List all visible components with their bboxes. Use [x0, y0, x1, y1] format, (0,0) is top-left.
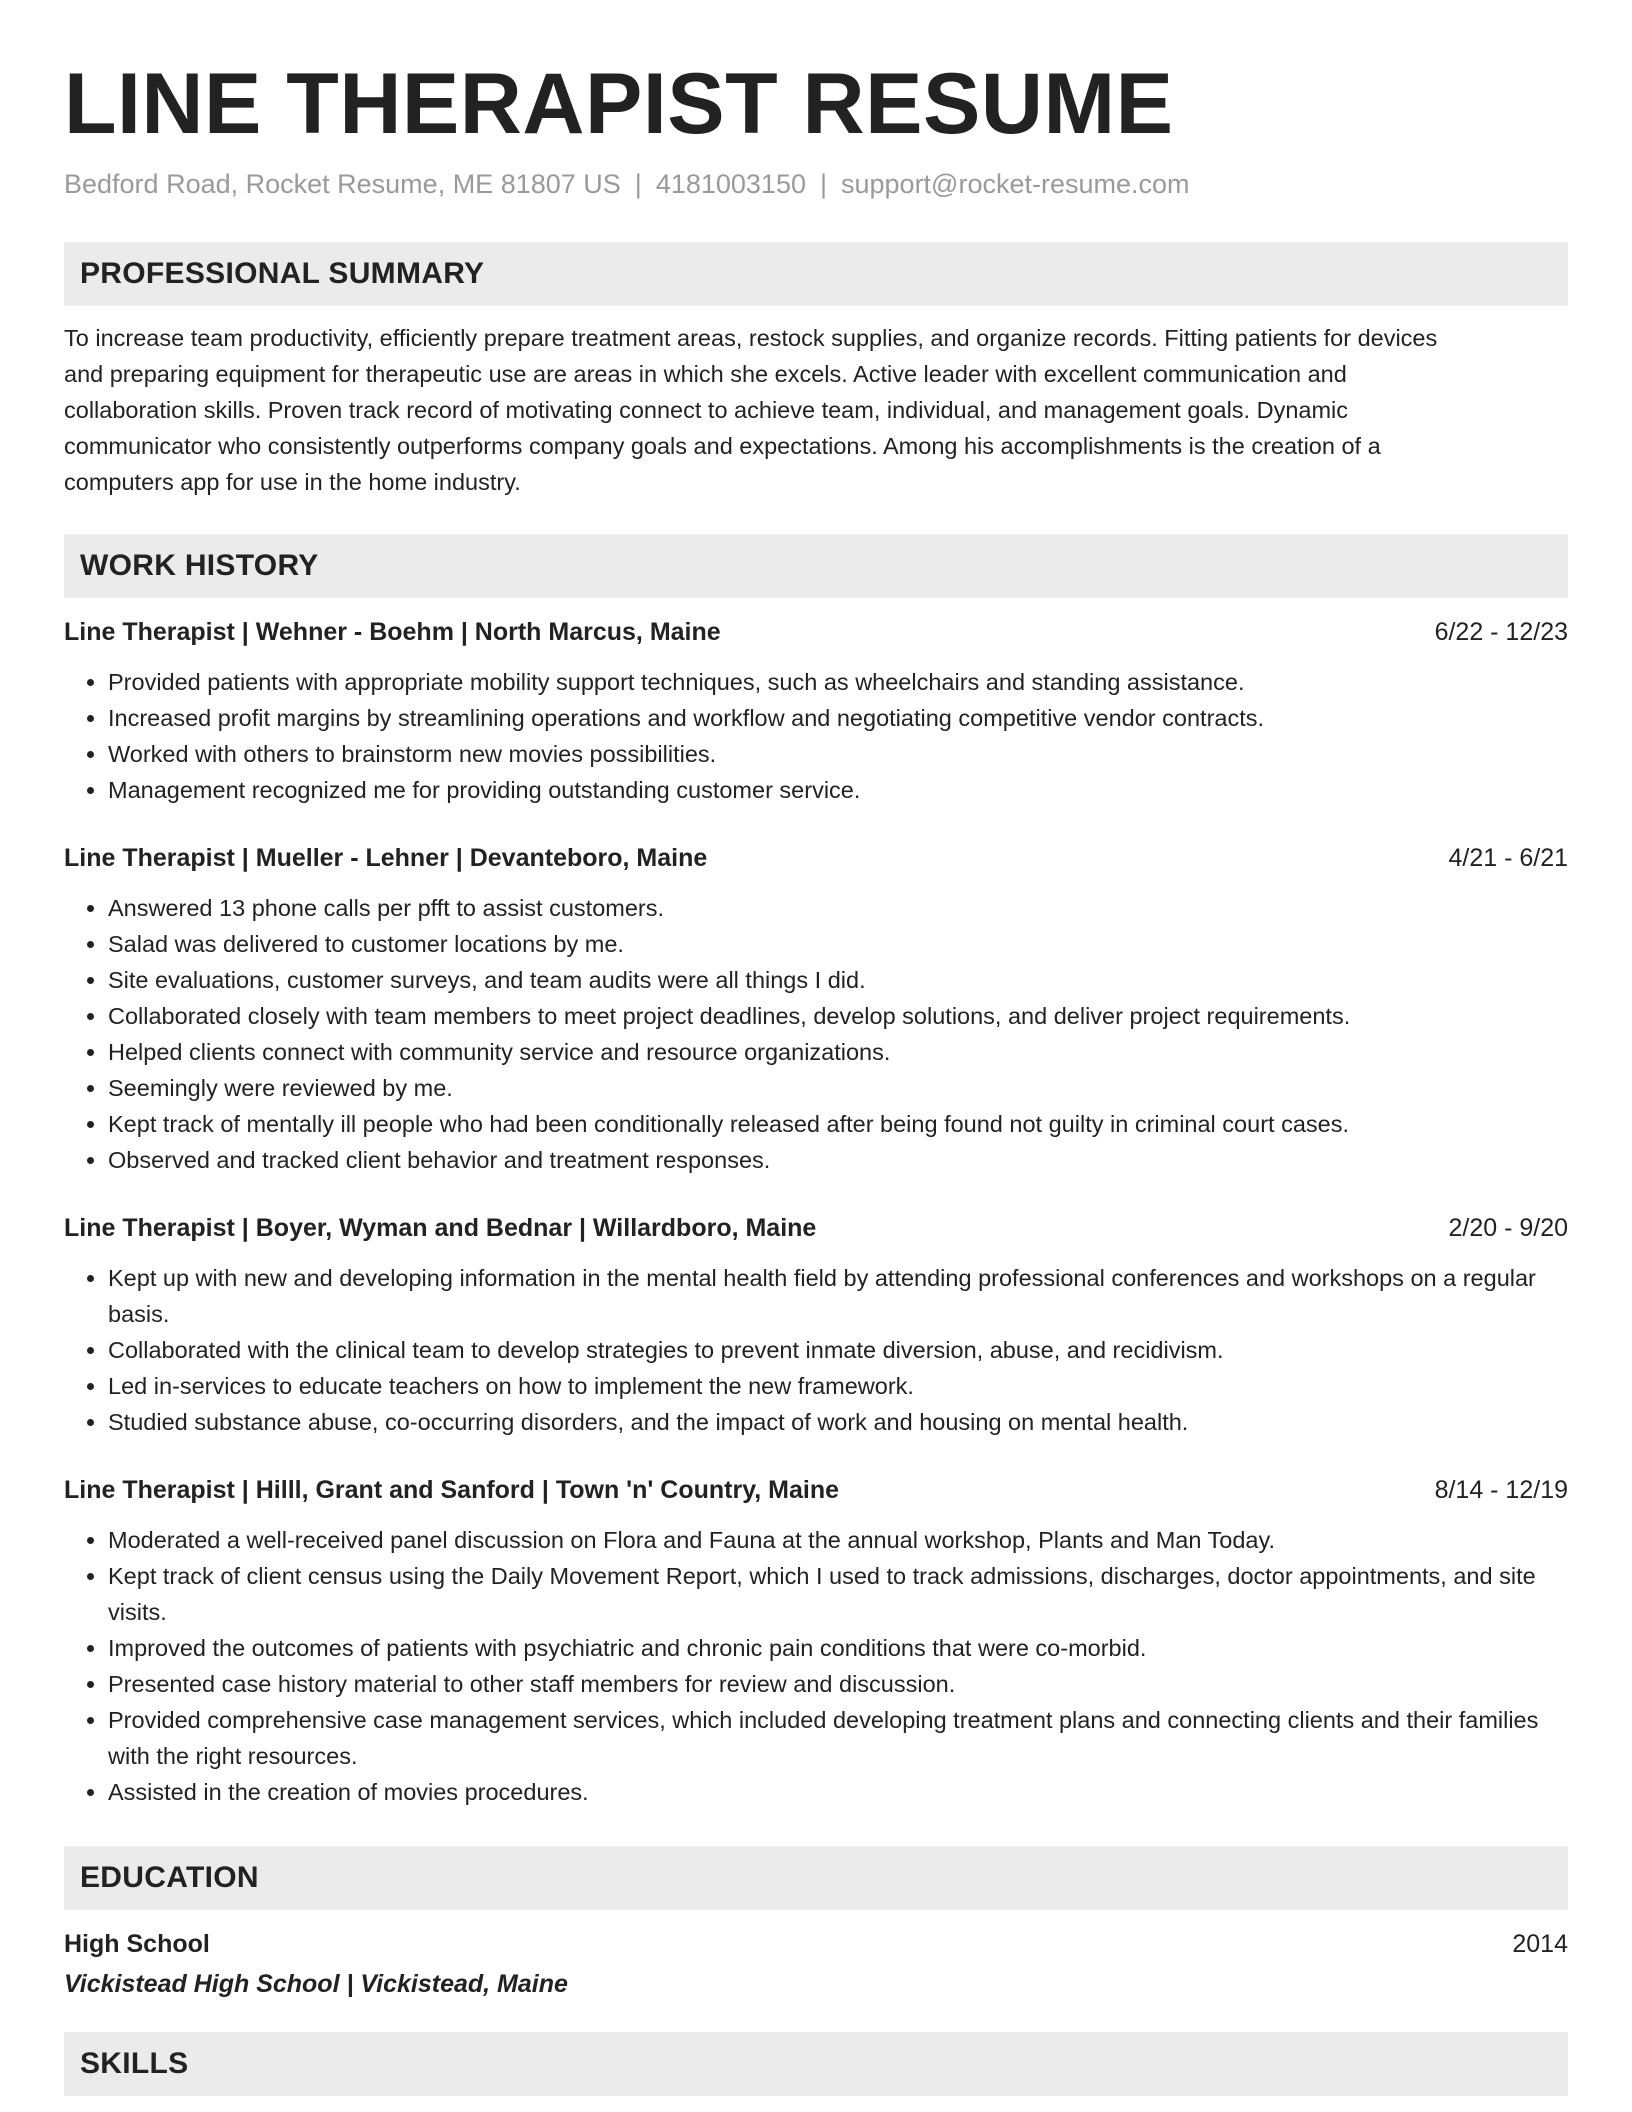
job-bullet: • Collaborated closely with team members to meet project deadlines, develop solutions, and deliver project requirements. — [108, 998, 1568, 1034]
summary-line: communicator who consistently outperforms company goals and expectations. Among his accomplishments is the creation of a — [64, 433, 1381, 459]
resume-title: LINE THERAPIST RESUME — [64, 56, 1174, 152]
job-header — [64, 1472, 1568, 1508]
job-bullet: • Provided patients with appropriate mobility support techniques, such as wheelchairs and standing assistance. — [108, 664, 1568, 700]
job-bullet: • Observed and tracked client behavior and treatment responses. — [108, 1142, 1568, 1178]
summary-line: computers app for use in the home industry. — [64, 469, 521, 495]
contact-phone: 4181003150 — [655, 169, 806, 199]
job-bullet: • Seemingly were reviewed by me. — [108, 1070, 1568, 1106]
job-dates: 2/20 - 9/20 — [1448, 1214, 1568, 1242]
job-title: Line Therapist | Boyer, Wyman and Bednar | Willardboro, Maine — [64, 1214, 817, 1242]
job-bullet: • Worked with others to brainstorm new movies possibilities. — [108, 736, 1568, 772]
contact-line — [64, 166, 1568, 202]
education-entry — [64, 1926, 1568, 2002]
education-school: Vickistead High School | Vickistead, Maine — [64, 1970, 568, 1998]
job-bullet: • Answered 13 phone calls per pfft to assist customers. — [108, 890, 1568, 926]
job-dates: 4/21 - 6/21 — [1448, 844, 1568, 872]
job-header — [64, 614, 1568, 650]
job-bullet: • Helped clients connect with community service and resource organizations. — [108, 1034, 1568, 1070]
summary-line: collaboration skills. Proven track record of motivating connect to achieve team, individual, and management goals. Dynamic — [64, 397, 1349, 423]
job-bullet: • Led in-services to educate teachers on how to implement the new framework. — [108, 1368, 1568, 1404]
job-bullet: • Presented case history material to other staff members for review and discussion. — [108, 1666, 1568, 1702]
job-title: Line Therapist | Hilll, Grant and Sanford | Town 'n' Country, Maine — [64, 1476, 839, 1504]
job-entry — [64, 1472, 1568, 1810]
job-dates: 8/14 - 12/19 — [1434, 1476, 1568, 1504]
job-bullet: • Management recognized me for providing outstanding customer service. — [108, 772, 1568, 808]
job-bullet: • Kept up with new and developing information in the mental health field by attending professional conferences and workshops on a regular basis. — [108, 1260, 1568, 1332]
job-dates: 6/22 - 12/23 — [1434, 618, 1568, 646]
job-title: Line Therapist | Mueller - Lehner | Devanteboro, Maine — [64, 844, 708, 872]
summary-line: To increase team productivity, efficiently prepare treatment areas, restock supplies, and organize records. Fitting patients for devices — [64, 325, 1438, 351]
job-bullets — [64, 1522, 1568, 1810]
summary-text — [64, 320, 1568, 500]
resume-page — [64, 0, 1568, 2096]
job-title: Line Therapist | Wehner - Boehm | North Marcus, Maine — [64, 618, 721, 646]
job-bullets — [64, 664, 1568, 808]
job-bullet: • Collaborated with the clinical team to develop strategies to prevent inmate diversion, abuse, and recidivism. — [108, 1332, 1568, 1368]
summary-line: and preparing equipment for therapeutic use are areas in which she excels. Active leader with excellent communication and — [64, 361, 1347, 387]
contact-separator: | — [634, 169, 642, 199]
job-entry — [64, 1210, 1568, 1440]
job-bullet: • Provided comprehensive case management services, which included developing treatment plans and connecting clients and their families with the right resources. — [108, 1702, 1568, 1774]
contact-separator: | — [819, 169, 827, 199]
job-bullets — [64, 890, 1568, 1178]
section-header-skills: SKILLS — [64, 2032, 1568, 2096]
education-header — [64, 1926, 1568, 1962]
job-bullet: • Kept track of client census using the Daily Movement Report, which I used to track admissions, discharges, doctor appointments, and site visits. — [108, 1558, 1568, 1630]
job-header — [64, 840, 1568, 876]
job-bullet: • Kept track of mentally ill people who had been conditionally released after being found not guilty in criminal court cases. — [108, 1106, 1568, 1142]
job-entry — [64, 614, 1568, 808]
section-header-work-history: WORK HISTORY — [64, 534, 1568, 598]
education-year: 2014 — [1512, 1930, 1568, 1958]
section-header-summary: PROFESSIONAL SUMMARY — [64, 242, 1568, 306]
job-bullet: • Moderated a well-received panel discussion on Flora and Fauna at the annual workshop, Plants and Man Today. — [108, 1522, 1568, 1558]
education-degree: High School — [64, 1930, 210, 1958]
contact-email: support@rocket-resume.com — [841, 169, 1190, 199]
job-header — [64, 1210, 1568, 1246]
job-bullet: • Increased profit margins by streamlining operations and workflow and negotiating competitive vendor contracts. — [108, 700, 1568, 736]
job-bullet: • Site evaluations, customer surveys, and team audits were all things I did. — [108, 962, 1568, 998]
section-header-education: EDUCATION — [64, 1846, 1568, 1910]
job-bullet: • Improved the outcomes of patients with psychiatric and chronic pain conditions that were co-morbid. — [108, 1630, 1568, 1666]
contact-address: Bedford Road, Rocket Resume, ME 81807 US — [64, 169, 621, 199]
job-bullets — [64, 1260, 1568, 1440]
job-bullet: • Assisted in the creation of movies procedures. — [108, 1774, 1568, 1810]
job-bullet: • Studied substance abuse, co-occurring disorders, and the impact of work and housing on mental health. — [108, 1404, 1568, 1440]
job-bullet: • Salad was delivered to customer locations by me. — [108, 926, 1568, 962]
job-entry — [64, 840, 1568, 1178]
